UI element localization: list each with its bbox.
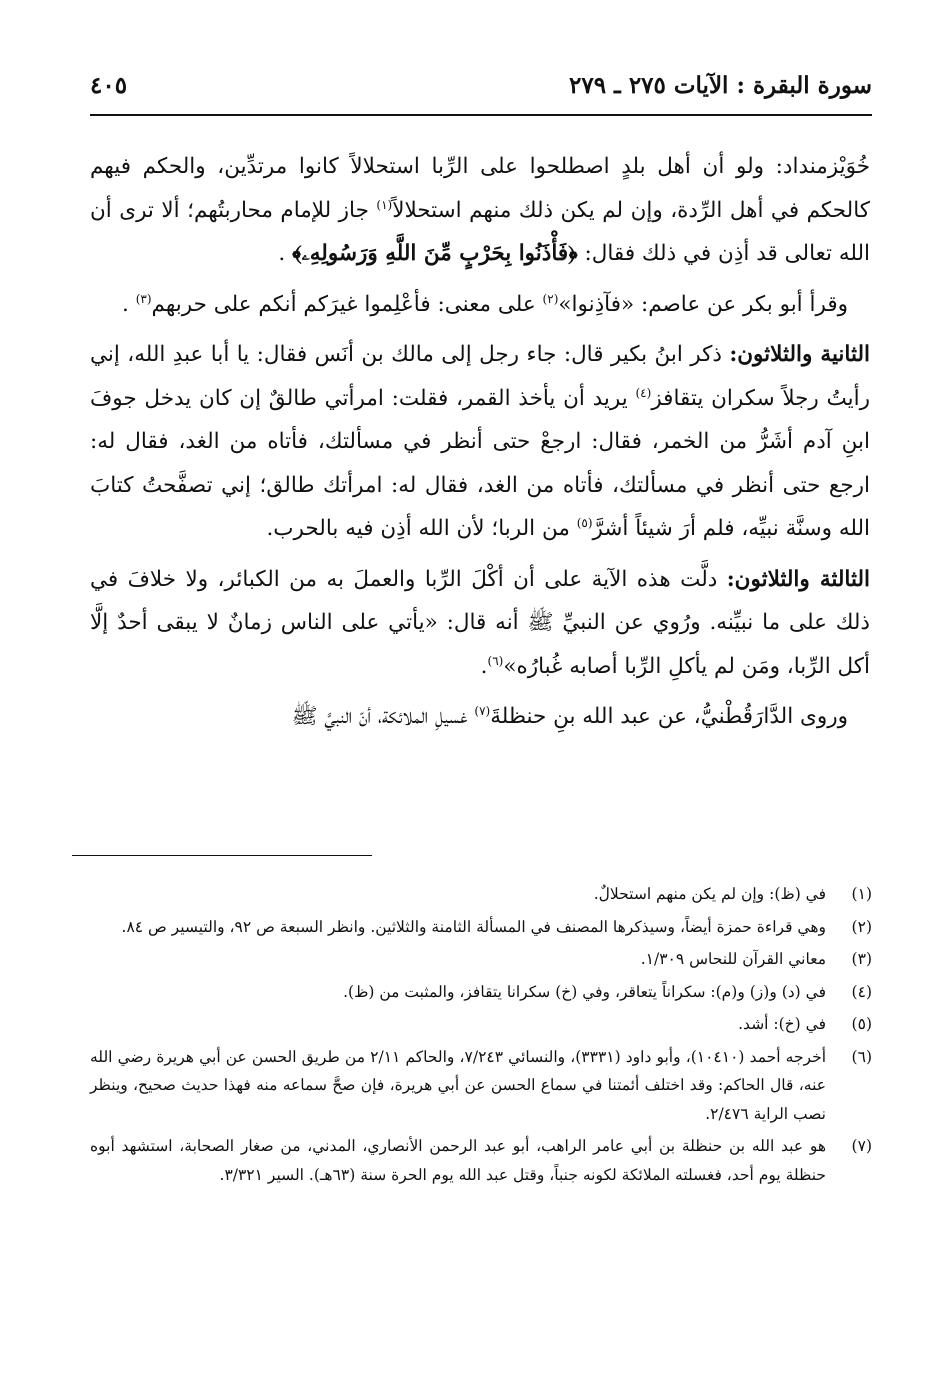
paragraph-text: جاز للإمام محاربتُهم؛ ألا ترى أن الله تعالى قد أذِن في ذلك فقال: — [90, 197, 870, 266]
running-title: سورة البقرة : الآيات ٢٧٥ ـ ٢٧٩ — [568, 72, 872, 99]
page-number: ٤٠٥ — [90, 72, 128, 99]
paragraph-daraqutni — [90, 695, 870, 739]
paragraph-text: على معنى: فأعْلِموا غيرَكم أنكم على حربهم — [151, 291, 543, 317]
page-header — [90, 70, 872, 116]
paragraph-end: . — [122, 291, 136, 317]
footnote — [90, 880, 872, 909]
issue-heading: الثالثة والثلاثون: — [726, 566, 870, 592]
quran-verse: ﴿فَأْذَنُوا بِحَرْبٍ مِّنَ اللَّهِ وَرَسُولِهِۦ﴾ — [292, 241, 578, 266]
footnote-ref: (٥) — [576, 515, 593, 530]
paragraph-text: خُوَيْزمنداد: ولو أن أهل بلدٍ اصطلحوا على الرِّبا استحلالاً كانوا مرتدِّين، والحكم فيهم كالحكم في أهل الرِّدة، وإن لم يكن ذلك منهم استحلالاً — [90, 154, 870, 223]
footnote-number: (٢) — [851, 917, 872, 936]
footnote-separator — [72, 855, 372, 856]
paragraph-text: وروى الدَّارَقُطْنيُّ، عن عبد الله بنِ حنظلةَ — [490, 704, 848, 729]
main-text — [90, 145, 870, 746]
footnote-number: (٣) — [851, 950, 872, 968]
paragraph-end: . — [278, 241, 293, 266]
footnote-text: هو عبد الله بن حنظلة بن أبي عامر الراهب، أبو عبد الرحمن الأنصاري، المدني، من صغار الصحابة، استشهد أبوه حنظلة يوم أحد، فغسلته الملائكة لكونه جنباً، وقتل عبد الله يوم الحرة سنة (٦٣هـ). السير ٣/٣٢١. — [90, 1137, 826, 1184]
paragraph-issue-33 — [90, 558, 870, 689]
footnotes — [90, 880, 872, 1193]
paragraph-qiraah — [90, 283, 870, 327]
paragraph-issue-32 — [90, 333, 870, 551]
footnote-text: وهي قراءة حمزة أيضاً، وسيذكرها المصنف في المسألة الثامنة والثلاثين. وانظر السبعة ص ٩٢، والتيسير ص ٨٤. — [121, 917, 826, 936]
footnote-ref: (٢) — [542, 291, 559, 306]
footnote-text: في (خ): أشد. — [738, 1015, 826, 1033]
paragraph-text: دلَّت هذه الآية على أن أكْلَ الرِّبا والعملَ به من الكبائر، ولا خلافَ في ذلك على ما نبيِّنه. ورُوي عن النبيِّ ﷺ أنه قال: «يأتي على الناس زمانٌ لا يبقى أحدٌ إلَّا أكل الرِّبا، ومَن لم يأكلِ الرِّبا أصابه غُبارُه» — [90, 566, 870, 679]
footnote — [90, 978, 872, 1007]
footnote-text: أخرجه أحمد (١٠٤١٠)، وأبو داود (٣٣٣١)، والنسائي ٧/٢٤٣، والحاكم ٢/١١ من طريق الحسن عن أبي هريرة رضي الله عنه، قال الحاكم: وقد اختلف أئمتنا في سماع الحسن عن أبي هريرة، فإن صحَّ سماعه منه فهذا حديث صحيح، وينظر نصب الراية ٢/٤٧٦. — [90, 1047, 826, 1123]
footnote-ref: (٦) — [487, 653, 504, 668]
footnote-text: معاني القرآن للنحاس ١/٣٠٩. — [640, 950, 826, 968]
paragraph-end: . — [480, 653, 488, 679]
footnote — [90, 1132, 872, 1189]
footnote-text: في (ظ): وإن لم يكن منهم استحلالٌ. — [593, 885, 826, 903]
paragraph-text: من الربا؛ لأن الله أذِن فيه بالحرب. — [266, 516, 577, 541]
paragraph-text: يريد أن يأخذ القمر، فقلت: امرأتي طالقٌ إن كان يدخل جوفَ ابنِ آدم أشَرُّ من الخمر، فقال: ارجعْ حتى أنظر في مسألتك، فأتاه من الغد، فقال له: ارجع حتى أنظر في مسألتك، فأتاه من الغد، فقال له: امرأتك طالق؛ إني تصفَّحتُ كتابَ الله وسنَّة نبيِّه، فلم أرَ شيئاً أشرَّ — [90, 385, 870, 541]
footnote-ref: (١) — [376, 197, 393, 212]
footnote-number: (١) — [851, 885, 872, 903]
footnote — [90, 913, 872, 942]
paragraph-text: ذكر ابنُ بكير قال: جاء رجل إلى مالك بن أنَس فقال: يا أبا عبدِ الله، إني رأيتُ رجلاً سكران يتقافز — [90, 342, 870, 411]
paragraph-text: غسيلِ الملائكة، أنّ النبيَّ ﷺ — [291, 704, 475, 729]
footnote-number: (٧) — [851, 1137, 872, 1155]
footnote-text: في (د) و(ز) و(م): سكراناً يتعاقر، وفي (خ) سكرانا يتقافز، والمثبت من (ظ). — [343, 982, 826, 1001]
footnote — [90, 1010, 872, 1039]
footnote-number: (٦) — [851, 1047, 872, 1066]
footnote-number: (٤) — [851, 982, 872, 1001]
footnote — [90, 1043, 872, 1129]
paragraph-text: وقرأ أبو بكر عن عاصم: «فآذِنوا» — [558, 291, 848, 317]
footnote-ref: (٣) — [135, 291, 152, 306]
footnote-number: (٥) — [851, 1015, 872, 1033]
footnote-ref: (٧) — [474, 703, 491, 718]
footnote — [90, 945, 872, 974]
footnote-ref: (٤) — [635, 385, 652, 400]
issue-heading: الثانية والثلاثون: — [729, 342, 870, 367]
paragraph-khuwayzmindad — [90, 145, 870, 276]
